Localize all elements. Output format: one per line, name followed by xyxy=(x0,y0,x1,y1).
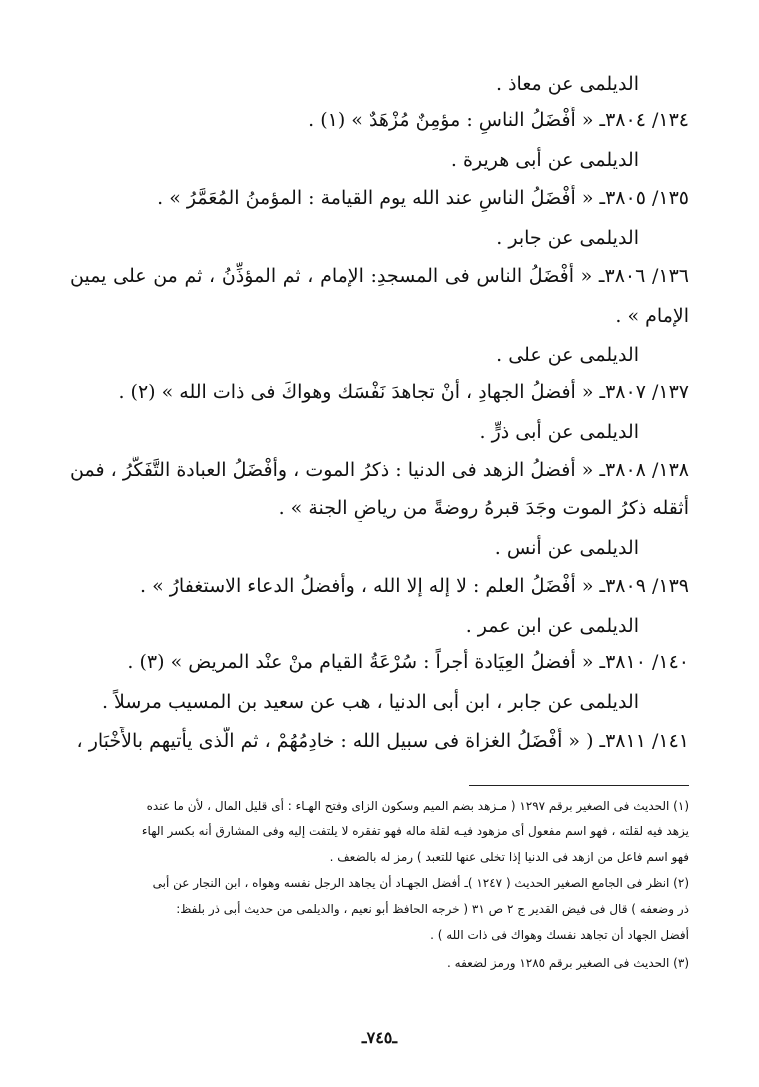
hadith-continuation: الإمام » . xyxy=(615,305,689,327)
footnote-line: (٢) انظر فى الجامع الصغير الحديث ( ١٢٤٧ )ـ أفضل الجهـاد أن يجاهد الرجل نفسه وهواه ، ابن النجار عن أبى xyxy=(152,876,689,890)
hadith-entry: ١٣٨/ ٣٨٠٨ـ « أفضلُ الزهد فى الدنيا : ذكرُ الموت ، وأفْضَلُ العبادة التَّفَكُّرُ ، فمن xyxy=(70,459,689,481)
source-line: الديلمى عن أنس . xyxy=(494,537,639,559)
footnote-line: (١) الحديث فى الصغير برقم ١٢٩٧ ( مـزهد بضم الميم وسكون الزاى وفتح الهـاء : أى قليل المال ، لأن ما عنده xyxy=(146,799,689,813)
source-line: الديلمى عن جابر ، ابن أبى الدنيا ، هب عن سعيد بن المسيب مرسلاً . xyxy=(101,691,639,713)
footnote-line: يزهد فيه لقلته ، فهو اسم مفعول أى مزهود فيـه لقلة ماله فهو تفقره لا يلتفت إليه وفى المشارق أنه بكسر الهاء xyxy=(141,824,689,838)
page-number: ـ٧٤٥ـ xyxy=(361,1028,398,1047)
source-line: الديلمى عن جابر . xyxy=(496,227,639,249)
footnote-line: فهو اسم فاعل من ازهد فى الدنيا إذا تخلى عنها للتعبد ) رمز له بالضعف . xyxy=(329,850,689,864)
source-line: الديلمى عن أبى ذرٍّ . xyxy=(479,421,639,443)
footnote-divider xyxy=(469,785,689,786)
hadith-entry: ١٣٤/ ٣٨٠٤ـ « أَفْضَلُ الناسِ : مؤمِنٌ مُزْهَدٌ » (١) . xyxy=(308,109,689,131)
footnote-line: ذر وضعفه ) قال فى فيض القدير ج ٢ ص ٣١ ( خرجه الحافظ أبو نعيم ، والديلمى من حديث أبى ذر بلفظ: xyxy=(176,902,689,916)
footnote-line: (٣) الحديث فى الصغير برقم ١٢٨٥ ورمز لضعفه . xyxy=(447,956,689,970)
hadith-continuation: أثقله ذكرُ الموت وجَدَ قبرهُ روضةً من رياضِ الجنة » . xyxy=(278,497,689,519)
source-line: الديلمى عن أبى هريرة . xyxy=(450,149,639,171)
hadith-entry: ١٣٦/ ٣٨٠٦ـ « أَفْضَلُ الناس فى المسجدِ: الإمام ، ثم المؤذِّنُ ، ثم من على يمين xyxy=(70,265,689,287)
hadith-entry: ١٣٩/ ٣٨٠٩ـ « أفْضَلُ العلم : لا إله إلا الله ، وأفضلُ الدعاء الاستغفارُ » . xyxy=(139,575,689,597)
source-line: الديلمى عن على . xyxy=(496,344,639,366)
source-line: الديلمى عن ابن عمر . xyxy=(465,615,639,637)
hadith-entry: ١٤٠/ ٣٨١٠ـ « أفضلُ العِيَادة أجراً : سُرْعَةُ القيام منْ عنْد المريض » (٣) . xyxy=(127,651,689,673)
hadith-entry: ١٣٧/ ٣٨٠٧ـ « أفضلُ الجهادِ ، أنْ تجاهدَ نَفْسَك وهواكَ فى ذات الله » (٢) . xyxy=(118,381,689,403)
source-line: الديلمى عن معاذ . xyxy=(496,73,639,95)
hadith-entry: ١٣٥/ ٣٨٠٥ـ « أَفْضَلُ الناسِ عند الله يوم القيامة : المؤمنُ المُعَمَّرُ » . xyxy=(157,187,689,209)
hadith-entry: ١٤١/ ٣٨١١ـ ( « أَفْضَلُ الغزاة فى سبيل الله : خادِمُهُمْ ، ثم الَّذى يأتيهم بالأَخْبَار ، xyxy=(76,730,689,752)
footnote-line: أفضل الجهاد أن تجاهد نفسك وهواك فى ذات الله ) . xyxy=(430,928,689,942)
